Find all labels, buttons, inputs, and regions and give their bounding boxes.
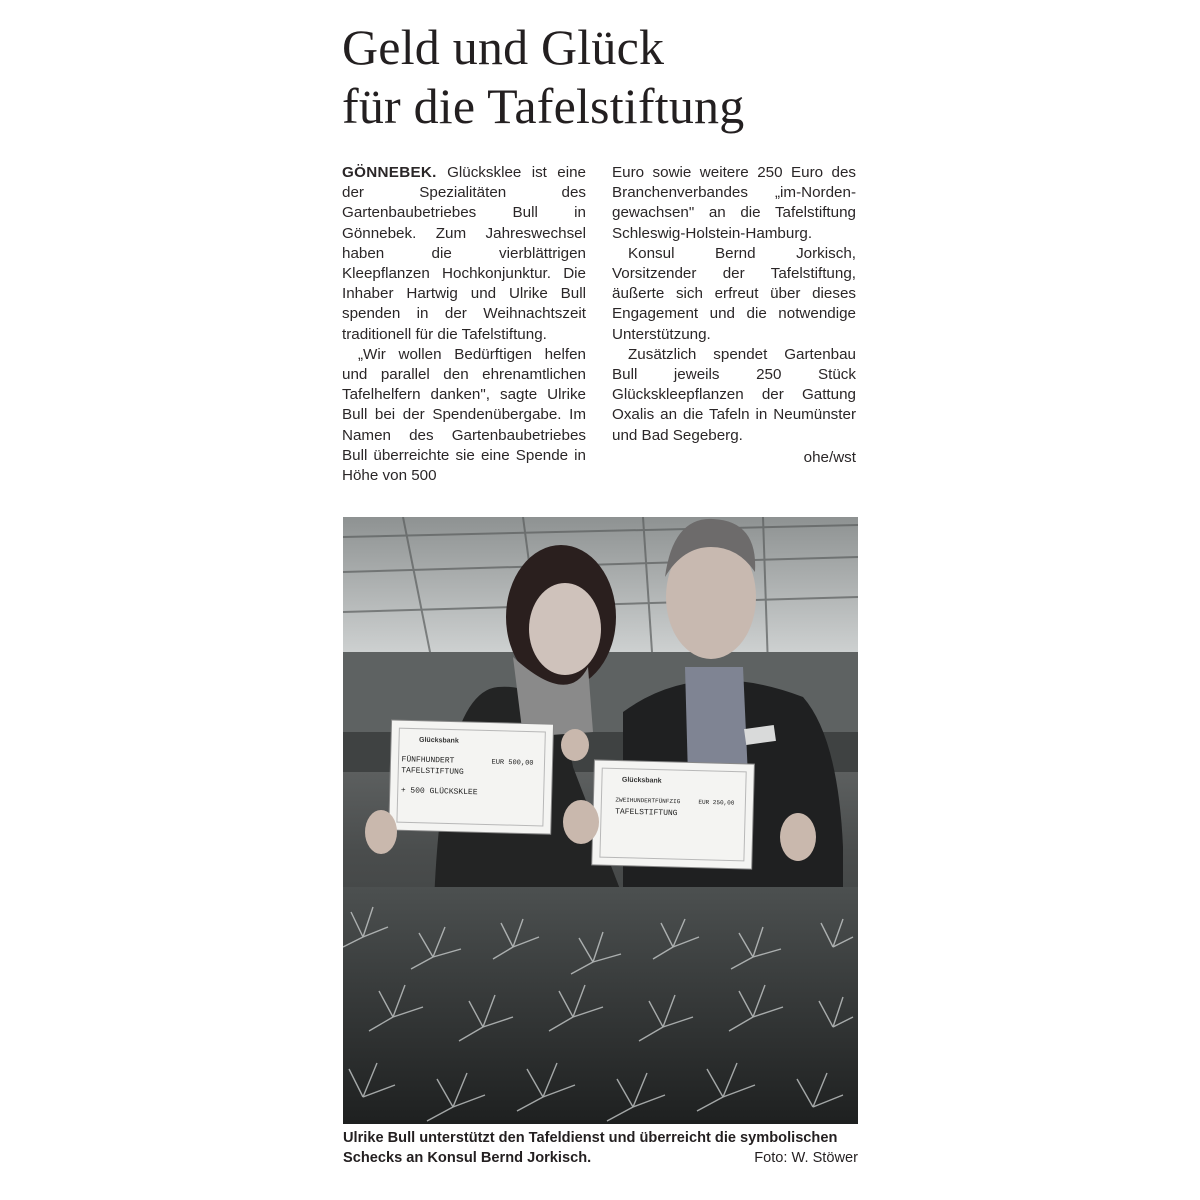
check-right (592, 760, 755, 869)
article-paragraph: Konsul Bernd Jorkisch, Vorsitzender der Tafelstiftung, äußerte sich erfreut über dieses Engagement und die notwendige Unterstützung. (612, 244, 856, 343)
check-left (389, 720, 554, 834)
article-column-left (342, 163, 586, 486)
dateline: GÖNNEBEK. (342, 164, 437, 181)
news-photo (343, 517, 858, 1124)
hand (561, 729, 589, 761)
check-left-line1: FÜNFHUNDERT (401, 755, 455, 766)
check-right-bank: Glücksbank (621, 776, 662, 785)
photo-credit: Foto: W. Stöwer (754, 1150, 858, 1166)
headline-line-1: Geld und Glück (342, 19, 665, 75)
hand (365, 810, 397, 854)
check-right-line1: ZWEIHUNDERTFÜNFZIG (615, 796, 681, 806)
hand (780, 813, 816, 861)
check-left-bank: Glücksbank (418, 736, 459, 745)
headline-line-2: für die Tafelstiftung (342, 78, 745, 134)
article-paragraph: „Wir wollen Bedürftigen helfen und parallel den ehrenamtlichen Tafelhelfern danken", sagte Ulrike Bull bei der Spendenübergabe. Im Namen des Gartenbaubetriebes Bull überreichte sie eine Spende in Höhe von 500 (342, 345, 586, 485)
author-signature: ohe/wst (803, 448, 856, 466)
headline (342, 18, 862, 136)
foreground-plants (343, 887, 858, 1124)
photo-caption (343, 1128, 858, 1168)
caption-text: Ulrike Bull unterstützt den Tafeldienst und überreicht die symbolischen Schecks an Konsul Bernd Jorkisch. (343, 1130, 838, 1166)
check-right-line2: TAFELSTIFTUNG (614, 807, 678, 819)
paragraph-text: Glücksklee ist eine der Spezialitäten des Gartenbaubetriebes Bull in Gönnebek. Zum Jahreswechsel haben die vierblättrigen Kleepflanzen Hochkonjunktur. Die Inhaber Hartwig und Ulrike Bull spenden in der Weihnachtszeit traditionell für die Tafelstiftung. (342, 164, 586, 343)
article-paragraph: Euro sowie weitere 250 Euro des Branchenverbandes „im-Norden-gewachsen" an die Tafelstiftung Schleswig-Holstein-Hamburg. (612, 164, 856, 242)
hand (563, 800, 599, 844)
article-paragraph (342, 163, 586, 345)
article-paragraph: Zusätzlich spendet Gartenbau Bull jeweils 250 Stück Glückskleepflanzen der Gattung Oxalis an die Tafeln in Neumünster und Bad Segeberg. (612, 345, 856, 444)
check-left-amount: EUR 500,00 (491, 758, 534, 768)
check-right-amount: EUR 250,00 (698, 798, 735, 807)
check-left-line2: TAFELSTIFTUNG (401, 766, 464, 777)
photo-illustration (343, 517, 858, 1124)
article-column-right (612, 163, 856, 468)
check-left-line3: + 500 GLÜCKSKLEE (400, 786, 478, 798)
